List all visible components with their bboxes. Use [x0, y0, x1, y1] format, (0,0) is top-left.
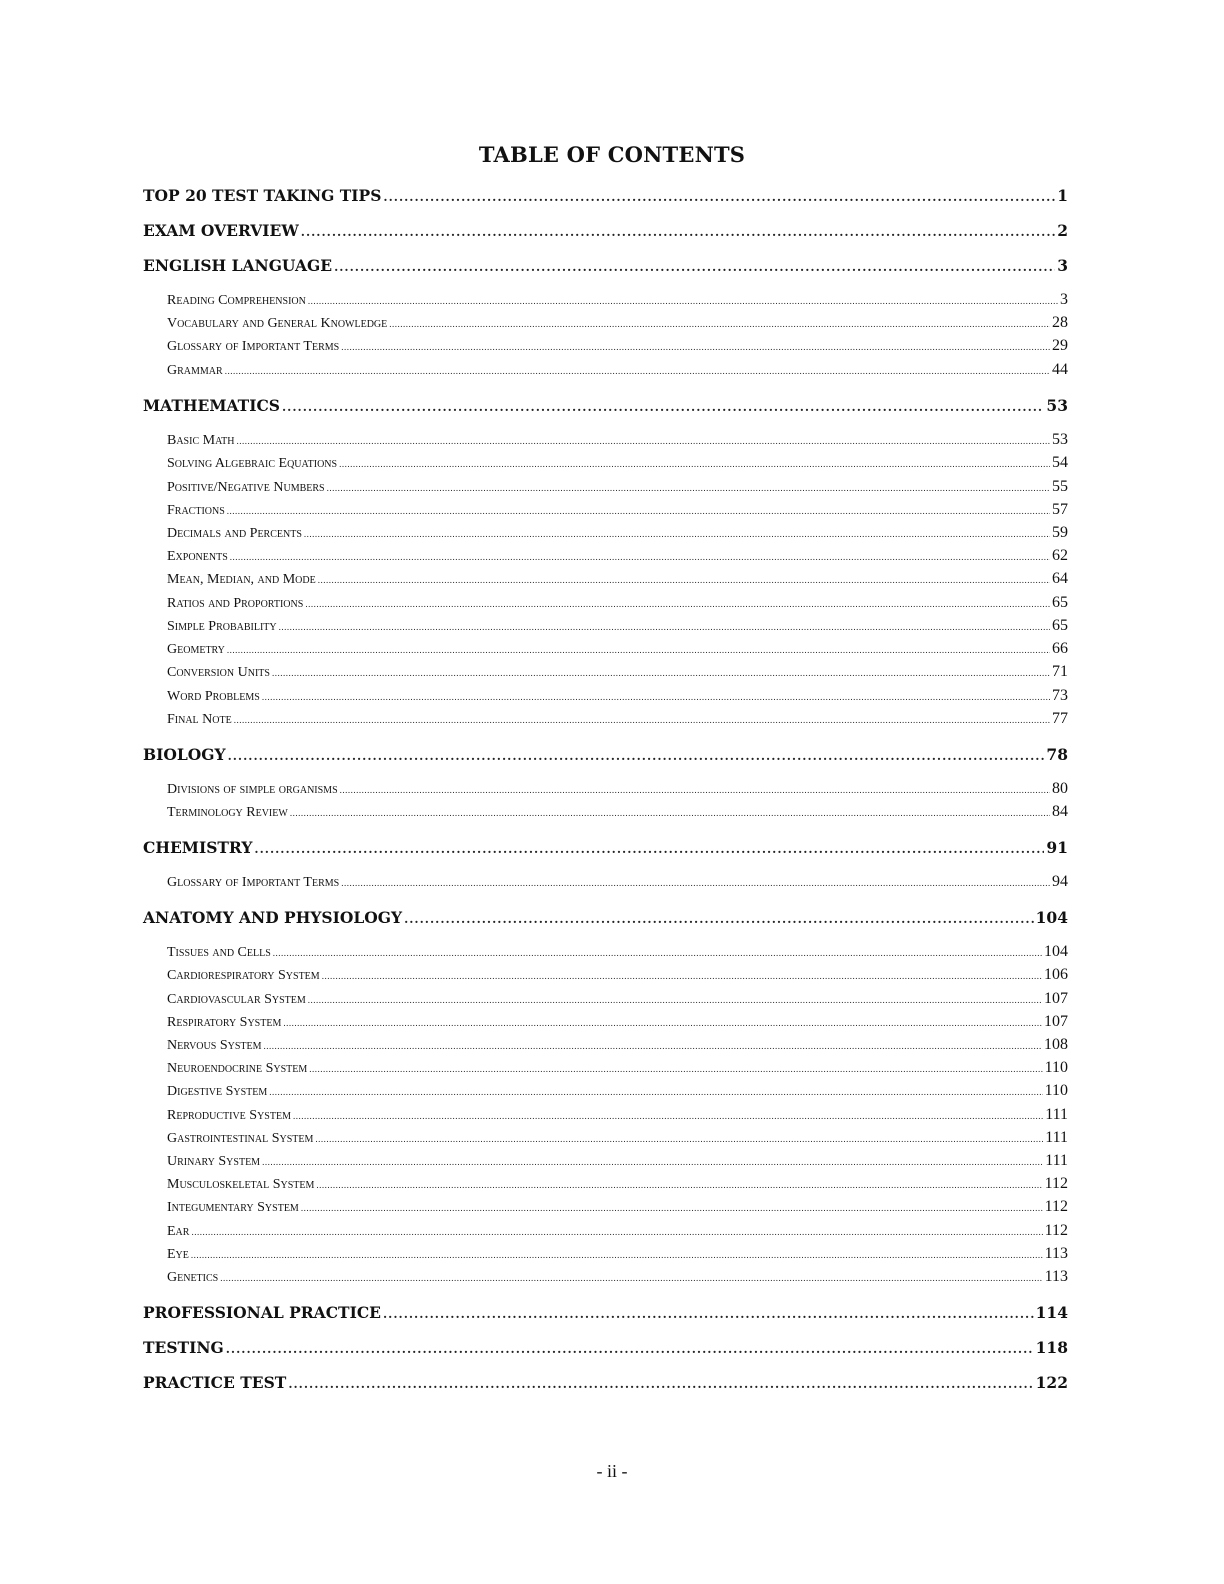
dot-leader [318, 575, 1050, 585]
dot-leader [304, 529, 1050, 539]
dot-leader [272, 668, 1050, 678]
toc-entry-page-number: 91 [1046, 838, 1068, 857]
toc-entry-page-number: 106 [1044, 966, 1068, 983]
page-number-footer: - ii - [596, 1461, 628, 1481]
toc-entry-page-number: 111 [1045, 1106, 1068, 1123]
toc-entry-label: Positive/Negative Numbers [167, 480, 325, 495]
toc-entry-label: Basic Math [167, 433, 235, 448]
dot-leader [327, 483, 1050, 493]
toc-subsection-entry[interactable] [167, 1175, 1068, 1193]
toc-entry-page-number: 71 [1052, 663, 1068, 680]
toc-entry-label: Final Note [167, 712, 232, 727]
toc-section-entry[interactable] [143, 396, 1068, 415]
toc-subsection-entry[interactable] [167, 291, 1068, 309]
dot-leader [308, 296, 1058, 306]
toc-section-entry[interactable] [143, 838, 1068, 857]
toc-entry-label: TESTING [143, 1338, 224, 1357]
toc-entry-page-number: 57 [1052, 501, 1068, 518]
toc-subsection-entry[interactable] [167, 687, 1068, 705]
dot-leader [264, 1041, 1043, 1051]
dot-leader [322, 971, 1042, 981]
toc-subsection-entry[interactable] [167, 710, 1068, 728]
toc-section-entry[interactable] [143, 256, 1068, 275]
toc-entry-label: ANATOMY AND PHYSIOLOGY [143, 908, 403, 927]
dot-leader [383, 1307, 1034, 1321]
toc-subsection-entry[interactable] [167, 594, 1068, 612]
toc-entry-label: Exponents [167, 549, 228, 564]
toc-entry-page-number: 65 [1052, 617, 1068, 634]
toc-entry-label: Word Problems [167, 689, 260, 704]
toc-entry-label: ENGLISH LANGUAGE [143, 256, 333, 275]
toc-entry-label: Ear [167, 1224, 190, 1239]
dot-leader [341, 878, 1050, 888]
toc-entry-page-number: 107 [1044, 990, 1068, 1007]
toc-subsection-entry[interactable] [167, 663, 1068, 681]
dot-leader [191, 1227, 1042, 1237]
toc-subsection-entry[interactable] [167, 1198, 1068, 1216]
toc-entry-label: Grammar [167, 363, 223, 378]
toc-entry-page-number: 44 [1052, 361, 1068, 378]
toc-entry-page-number: 112 [1044, 1198, 1068, 1215]
dot-leader [227, 645, 1050, 655]
dot-leader [301, 225, 1055, 239]
toc-entry-page-number: 73 [1052, 687, 1068, 704]
dot-leader [237, 436, 1050, 446]
toc-entry-label: MATHEMATICS [143, 396, 280, 415]
toc-subsection-entry[interactable] [167, 337, 1068, 355]
toc-subsection-entry[interactable] [167, 478, 1068, 496]
toc-entry-page-number: 112 [1044, 1175, 1068, 1192]
toc-entry-label: Musculoskeletal System [167, 1177, 315, 1192]
toc-section-entry[interactable] [143, 1338, 1068, 1357]
toc-entry-page-number: 64 [1052, 570, 1068, 587]
toc-subsection-entry[interactable] [167, 361, 1068, 379]
toc-entry-page-number: 29 [1052, 337, 1068, 354]
toc-entry-page-number: 78 [1046, 745, 1068, 764]
dot-leader [308, 995, 1042, 1005]
toc-entry-page-number: 108 [1044, 1036, 1068, 1053]
toc-entry-label: Cardiorespiratory System [167, 968, 320, 983]
dot-leader [262, 692, 1050, 702]
toc-entry-page-number: 104 [1044, 943, 1068, 960]
toc-entry-label: Divisions of simple organisms [167, 782, 338, 797]
dot-leader [234, 715, 1050, 725]
toc-entry-label: Geometry [167, 642, 225, 657]
toc-entry-label: BIOLOGY [143, 745, 226, 764]
dot-leader [228, 749, 1045, 763]
toc-section-entry[interactable] [143, 745, 1068, 764]
toc-entry-page-number: 112 [1044, 1222, 1068, 1239]
toc-entry-page-number: 80 [1052, 780, 1068, 797]
toc-entry-label: Glossary of Important Terms [167, 339, 340, 354]
dot-leader [316, 1180, 1042, 1190]
dot-leader [288, 1377, 1033, 1391]
dot-leader [340, 785, 1050, 795]
toc-entry-page-number: 1 [1057, 186, 1068, 205]
toc-entry-page-number: 84 [1052, 803, 1068, 820]
toc-entry-label: Mean, Median, and Mode [167, 572, 316, 587]
toc-entry-page-number: 113 [1044, 1268, 1068, 1285]
toc-entry-page-number: 77 [1052, 710, 1068, 727]
toc-entry-page-number: 53 [1052, 431, 1068, 448]
toc-subsection-entry[interactable] [167, 1082, 1068, 1100]
toc-entry-label: PRACTICE TEST [143, 1373, 287, 1392]
toc-entry-label: Reading Comprehension [167, 293, 306, 308]
toc-subsection-entry[interactable] [167, 1152, 1068, 1170]
toc-entry-label: Reproductive System [167, 1108, 291, 1123]
toc-subsection-entry[interactable] [167, 501, 1068, 519]
toc-entry-page-number: 94 [1052, 873, 1068, 890]
dot-leader [273, 948, 1042, 958]
toc-section-entry[interactable] [143, 1373, 1068, 1392]
dot-leader [227, 506, 1050, 516]
toc-subsection-entry[interactable] [167, 314, 1068, 332]
toc-subsection-entry[interactable] [167, 1129, 1068, 1147]
dot-leader [341, 342, 1050, 352]
toc-entry-page-number: 62 [1052, 547, 1068, 564]
toc-entry-label: Neuroendocrine System [167, 1061, 308, 1076]
toc-entry-label: Respiratory System [167, 1015, 282, 1030]
toc-entry-label: Decimals and Percents [167, 526, 302, 541]
toc-subsection-entry[interactable] [167, 547, 1068, 565]
toc-entry-label: Simple Probability [167, 619, 277, 634]
dot-leader [191, 1250, 1043, 1260]
toc-entry-label: Nervous System [167, 1038, 262, 1053]
toc-entry-label: EXAM OVERVIEW [143, 221, 299, 240]
dot-leader [269, 1087, 1042, 1097]
toc-entry-label: Glossary of Important Terms [167, 875, 340, 890]
toc-entry-page-number: 110 [1044, 1059, 1068, 1076]
dot-leader [290, 808, 1050, 818]
toc-entry-page-number: 54 [1052, 454, 1068, 471]
dot-leader [389, 319, 1050, 329]
toc-entry-label: Genetics [167, 1270, 219, 1285]
toc-entry-label: Conversion Units [167, 665, 270, 680]
dot-leader [301, 1203, 1043, 1213]
toc-entry-page-number: 122 [1035, 1373, 1068, 1392]
toc-entry-label: Gastrointestinal System [167, 1131, 314, 1146]
toc-entry-page-number: 104 [1035, 908, 1068, 927]
toc-entry-label: Vocabulary and General Knowledge [167, 316, 388, 331]
toc-entry-page-number: 28 [1052, 314, 1068, 331]
toc-subsection-entry[interactable] [167, 1245, 1068, 1263]
toc-subsection-entry[interactable] [167, 454, 1068, 472]
dot-leader [226, 1342, 1034, 1356]
toc-subsection-entry[interactable] [167, 803, 1068, 821]
toc-subsection-entry[interactable] [167, 570, 1068, 588]
dot-leader [283, 1018, 1042, 1028]
toc-entry-page-number: 110 [1044, 1082, 1068, 1099]
toc-subsection-entry[interactable] [167, 431, 1068, 449]
dot-leader [220, 1273, 1042, 1283]
toc-entry-label: Solving Algebraic Equations [167, 456, 338, 471]
toc-subsection-entry[interactable] [167, 617, 1068, 635]
dot-leader [279, 622, 1050, 632]
toc-entry-label: Fractions [167, 503, 225, 518]
toc-entry-page-number: 59 [1052, 524, 1068, 541]
toc-entry-label: Integumentary System [167, 1200, 299, 1215]
dot-leader [282, 400, 1044, 414]
toc-subsection-entry[interactable] [167, 1106, 1068, 1124]
toc-section-entry[interactable] [143, 1303, 1068, 1322]
toc-entry-label: Terminology Review [167, 805, 288, 820]
dot-leader [309, 1064, 1042, 1074]
dot-leader [262, 1157, 1043, 1167]
toc-entry-page-number: 111 [1045, 1129, 1068, 1146]
toc-subsection-entry[interactable] [167, 1268, 1068, 1286]
toc-subsection-entry[interactable] [167, 873, 1068, 891]
toc-entry-label: Ratios and Proportions [167, 596, 304, 611]
toc-entry-page-number: 55 [1052, 478, 1068, 495]
toc-entry-page-number: 114 [1035, 1303, 1068, 1322]
toc-entry-page-number: 3 [1057, 256, 1068, 275]
toc-entry-page-number: 113 [1044, 1245, 1068, 1262]
toc-entry-label: Eye [167, 1247, 189, 1262]
toc-entry-label: Tissues and Cells [167, 945, 271, 960]
dot-leader [230, 552, 1050, 562]
toc-entry-page-number: 118 [1035, 1338, 1068, 1357]
toc-entry-page-number: 66 [1052, 640, 1068, 657]
toc-entry-label: TOP 20 TEST TAKING TIPS [143, 186, 382, 205]
toc-subsection-entry[interactable] [167, 640, 1068, 658]
toc-entry-page-number: 3 [1060, 291, 1068, 308]
toc-subsection-entry[interactable] [167, 1036, 1068, 1054]
page-title: TABLE OF CONTENTS [478, 142, 746, 167]
dot-leader [225, 366, 1050, 376]
toc-entry-page-number: 107 [1044, 1013, 1068, 1030]
toc-subsection-entry[interactable] [167, 1059, 1068, 1077]
toc-subsection-entry[interactable] [167, 780, 1068, 798]
dot-leader [383, 190, 1055, 204]
dot-leader [293, 1111, 1043, 1121]
dot-leader [404, 912, 1034, 926]
toc-entry-page-number: 2 [1057, 221, 1068, 240]
toc-subsection-entry[interactable] [167, 1013, 1068, 1031]
toc-entry-label: CHEMISTRY [143, 838, 253, 857]
toc-subsection-entry[interactable] [167, 943, 1068, 961]
toc-entry-label: Cardiovascular System [167, 992, 306, 1007]
toc-entry-label: Urinary System [167, 1154, 261, 1169]
toc-subsection-entry[interactable] [167, 524, 1068, 542]
dot-leader [334, 260, 1055, 274]
toc-entry-label: PROFESSIONAL PRACTICE [143, 1303, 381, 1322]
toc-entry-page-number: 53 [1046, 396, 1068, 415]
toc-entry-page-number: 111 [1045, 1152, 1068, 1169]
dot-leader [315, 1134, 1043, 1144]
toc-section-entry[interactable] [143, 221, 1068, 240]
toc-subsection-entry[interactable] [167, 966, 1068, 984]
toc-subsection-entry[interactable] [167, 1222, 1068, 1240]
toc-entry-page-number: 65 [1052, 594, 1068, 611]
toc-entry-label: Digestive System [167, 1084, 268, 1099]
dot-leader [254, 842, 1044, 856]
dot-leader [305, 599, 1050, 609]
dot-leader [339, 459, 1050, 469]
toc-subsection-entry[interactable] [167, 990, 1068, 1008]
toc-section-entry[interactable] [143, 908, 1068, 927]
toc-section-entry[interactable] [143, 186, 1068, 205]
